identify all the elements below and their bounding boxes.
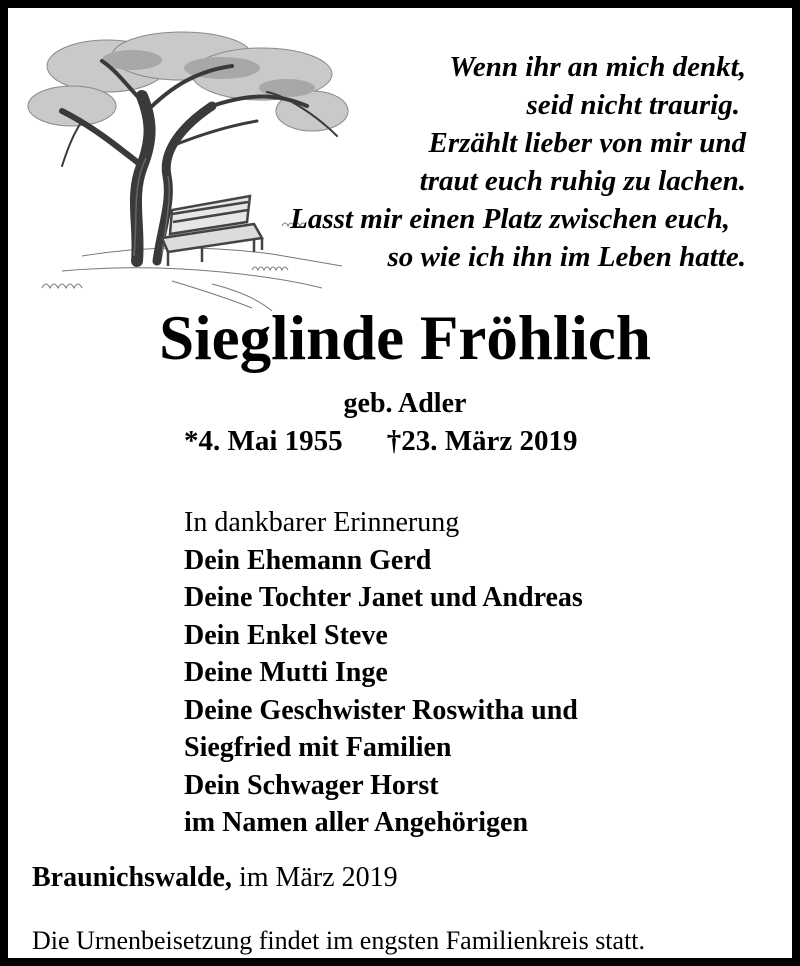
born-name: geb. Adler <box>343 388 467 419</box>
death-date: †23. März 2019 <box>386 425 578 457</box>
life-dates <box>184 422 578 460</box>
mourner-line: Dein Enkel Steve <box>184 619 388 651</box>
mourners-list <box>184 504 583 842</box>
mourner-line: Dein Schwager Horst <box>184 769 439 801</box>
mourner-line: Deine Geschwister Roswitha und <box>184 694 578 726</box>
mourner-line: Deine Mutti Inge <box>184 657 388 688</box>
mourners-intro: In dankbarer Erinnerung <box>184 507 460 538</box>
mourner-line: Siegfried mit Familien <box>184 732 452 763</box>
poem-line: Lasst mir einen Platz zwischen euch, <box>290 203 730 235</box>
burial-notice: Die Urnenbeisetzung findet im engsten Familienkreis statt. <box>32 926 646 955</box>
deceased-name: Sieglinde Fröhlich <box>159 303 651 373</box>
poem-line: so wie ich ihn im Leben hatte. <box>387 241 746 273</box>
place-and-date <box>32 860 398 896</box>
month-year: im März 2019 <box>238 862 398 893</box>
poem <box>186 48 746 276</box>
poem-line: Wenn ihr an mich denkt, <box>449 51 746 83</box>
birth-date: *4. Mai 1955 <box>184 425 343 457</box>
town: Braunichswalde, <box>32 862 232 893</box>
poem-line: seid nicht traurig. <box>526 89 740 121</box>
mourner-line: Deine Tochter Janet und Andreas <box>184 582 583 613</box>
poem-line: Erzählt lieber von mir und <box>428 127 746 159</box>
poem-line: traut euch ruhig zu lachen. <box>419 165 746 197</box>
mourner-line: Dein Ehemann Gerd <box>184 544 432 576</box>
mourner-line: im Namen aller Angehörigen <box>184 807 529 838</box>
